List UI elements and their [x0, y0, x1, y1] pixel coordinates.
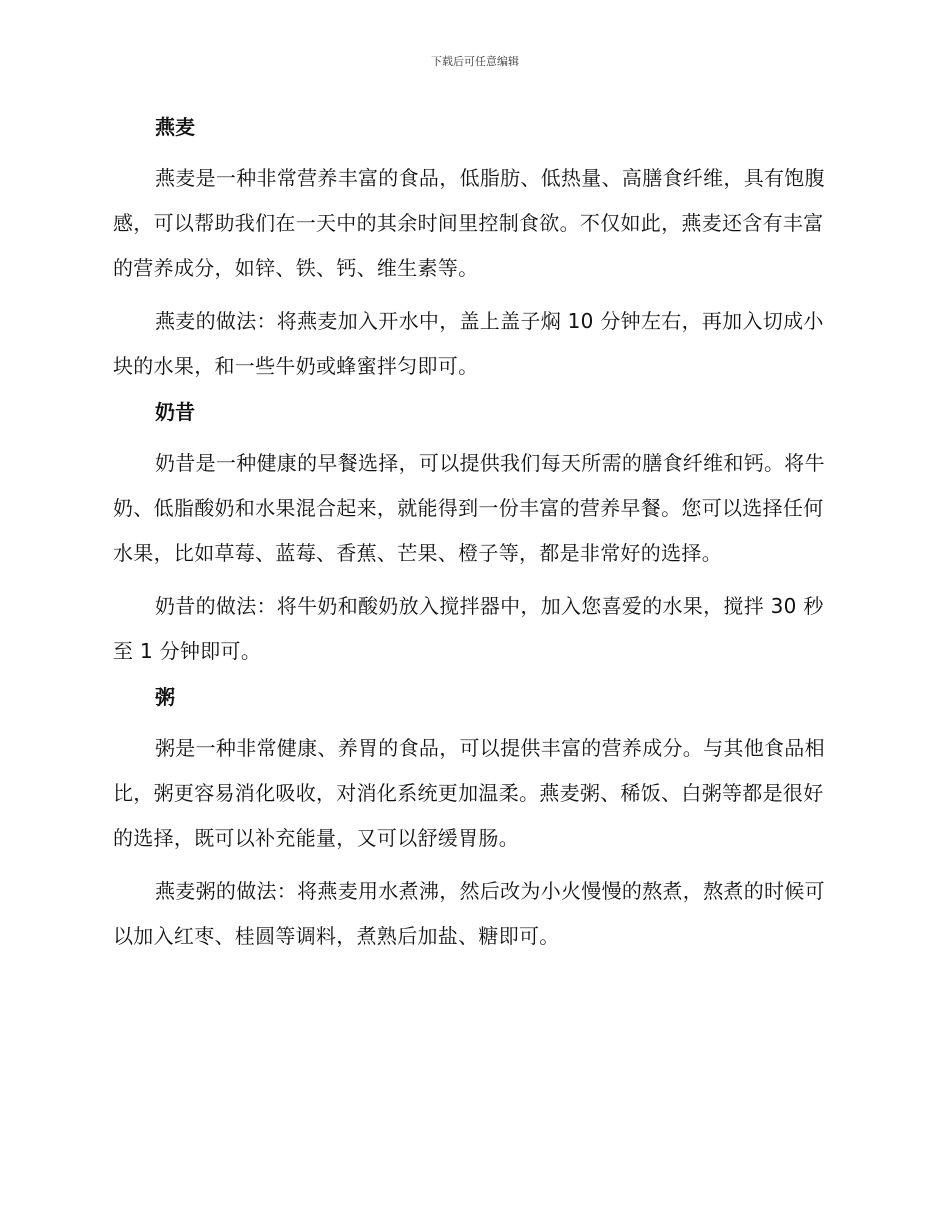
- paragraph: 燕麦粥的做法：将燕麦用水煮沸，然后改为小火慢慢的熬煮，熬煮的时候可以加入红枣、桂圆等调料，煮熟后加盐、糖即可。: [113, 879, 825, 948]
- section-oats: [113, 112, 841, 389]
- paragraph: 燕麦是一种非常营养丰富的食品，低脂肪、低热量、高膳食纤维，具有饱腹感，可以帮助我们在一天中的其余时间里控制食欲。不仅如此，燕麦还含有丰富的营养成分，如锌、铁、钙、维生素等。: [113, 166, 825, 280]
- paragraph: 燕麦的做法：将燕麦加入开水中，盖上盖子焖 10 分钟左右，再加入切成小块的水果，和一些牛奶或蜂蜜拌匀即可。: [113, 309, 824, 378]
- page-header: 下载后可任意编辑: [431, 55, 519, 68]
- section-heading: 粥: [155, 685, 175, 709]
- section-porridge: [113, 682, 841, 959]
- section-heading: 燕麦: [155, 115, 195, 139]
- paragraph: 奶昔的做法：将牛奶和酸奶放入搅拌器中，加入您喜爱的水果，搅拌 30 秒至 1 分钟即可。: [113, 594, 824, 663]
- document-body: [113, 112, 841, 967]
- section-heading: 奶昔: [155, 400, 195, 424]
- paragraph: 奶昔是一种健康的早餐选择，可以提供我们每天所需的膳食纤维和钙。将牛奶、低脂酸奶和水果混合起来，就能得到一份丰富的营养早餐。您可以选择任何水果，比如草莓、蓝莓、香蕉、芒果、橙子等，都是非常好的选择。: [113, 451, 825, 565]
- paragraph: 粥是一种非常健康、养胃的食品，可以提供丰富的营养成分。与其他食品相比，粥更容易消化吸收，对消化系统更加温柔。燕麦粥、稀饭、白粥等都是很好的选择，既可以补充能量，又可以舒缓胃肠。: [113, 736, 825, 850]
- section-milkshake: [113, 397, 841, 674]
